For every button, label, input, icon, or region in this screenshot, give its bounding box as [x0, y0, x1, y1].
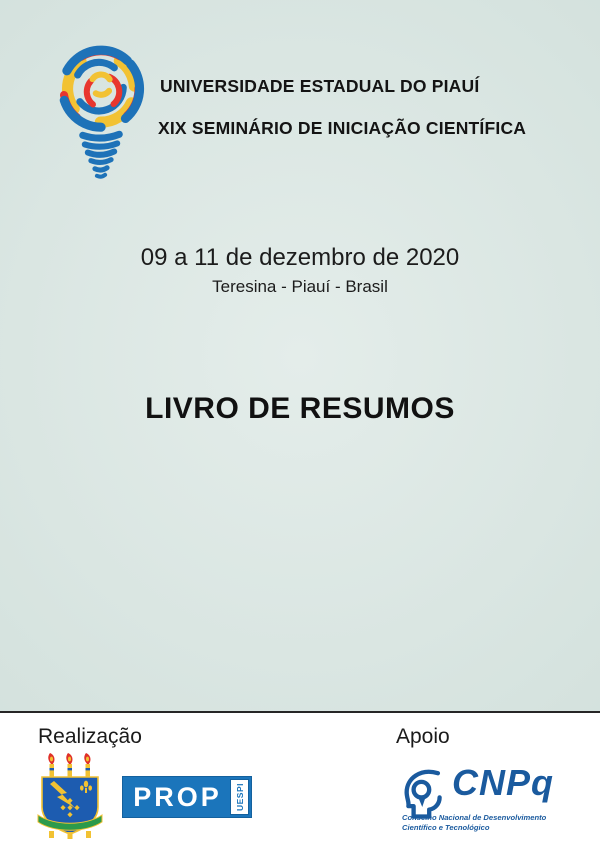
footer	[0, 713, 600, 848]
cnpq-name-line1: Conselho Nacional de Desenvolvimento	[402, 813, 547, 822]
event-date: 09 a 11 de dezembro de 2020	[140, 244, 460, 271]
cnpq-full-name	[402, 813, 546, 832]
uespi-coat-of-arms-icon	[34, 752, 106, 840]
prop-uespi-label: UESPI	[234, 782, 245, 812]
prop-uespi-tab	[230, 779, 249, 815]
prop-logo-text: PROP	[133, 782, 222, 812]
university-name: UNIVERSIDADE ESTADUAL DO PIAUÍ	[160, 76, 480, 96]
prop-logo	[122, 776, 252, 818]
lightbulb-paint-logo-icon	[50, 36, 152, 188]
event-location: Teresina - Piauí - Brasil	[212, 277, 388, 296]
event-name: XIX SEMINÁRIO DE INICIAÇÃO CIENTÍFICA	[158, 118, 527, 138]
cnpq-name-line2: Científico e Tecnológico	[402, 822, 490, 832]
cnpq-acronym: CNPq	[452, 762, 554, 803]
cnpq-logo	[398, 762, 594, 842]
support-label: Apoio	[396, 725, 450, 748]
page-title: LIVRO DE RESUMOS	[145, 392, 455, 425]
realization-label: Realização	[38, 725, 142, 748]
